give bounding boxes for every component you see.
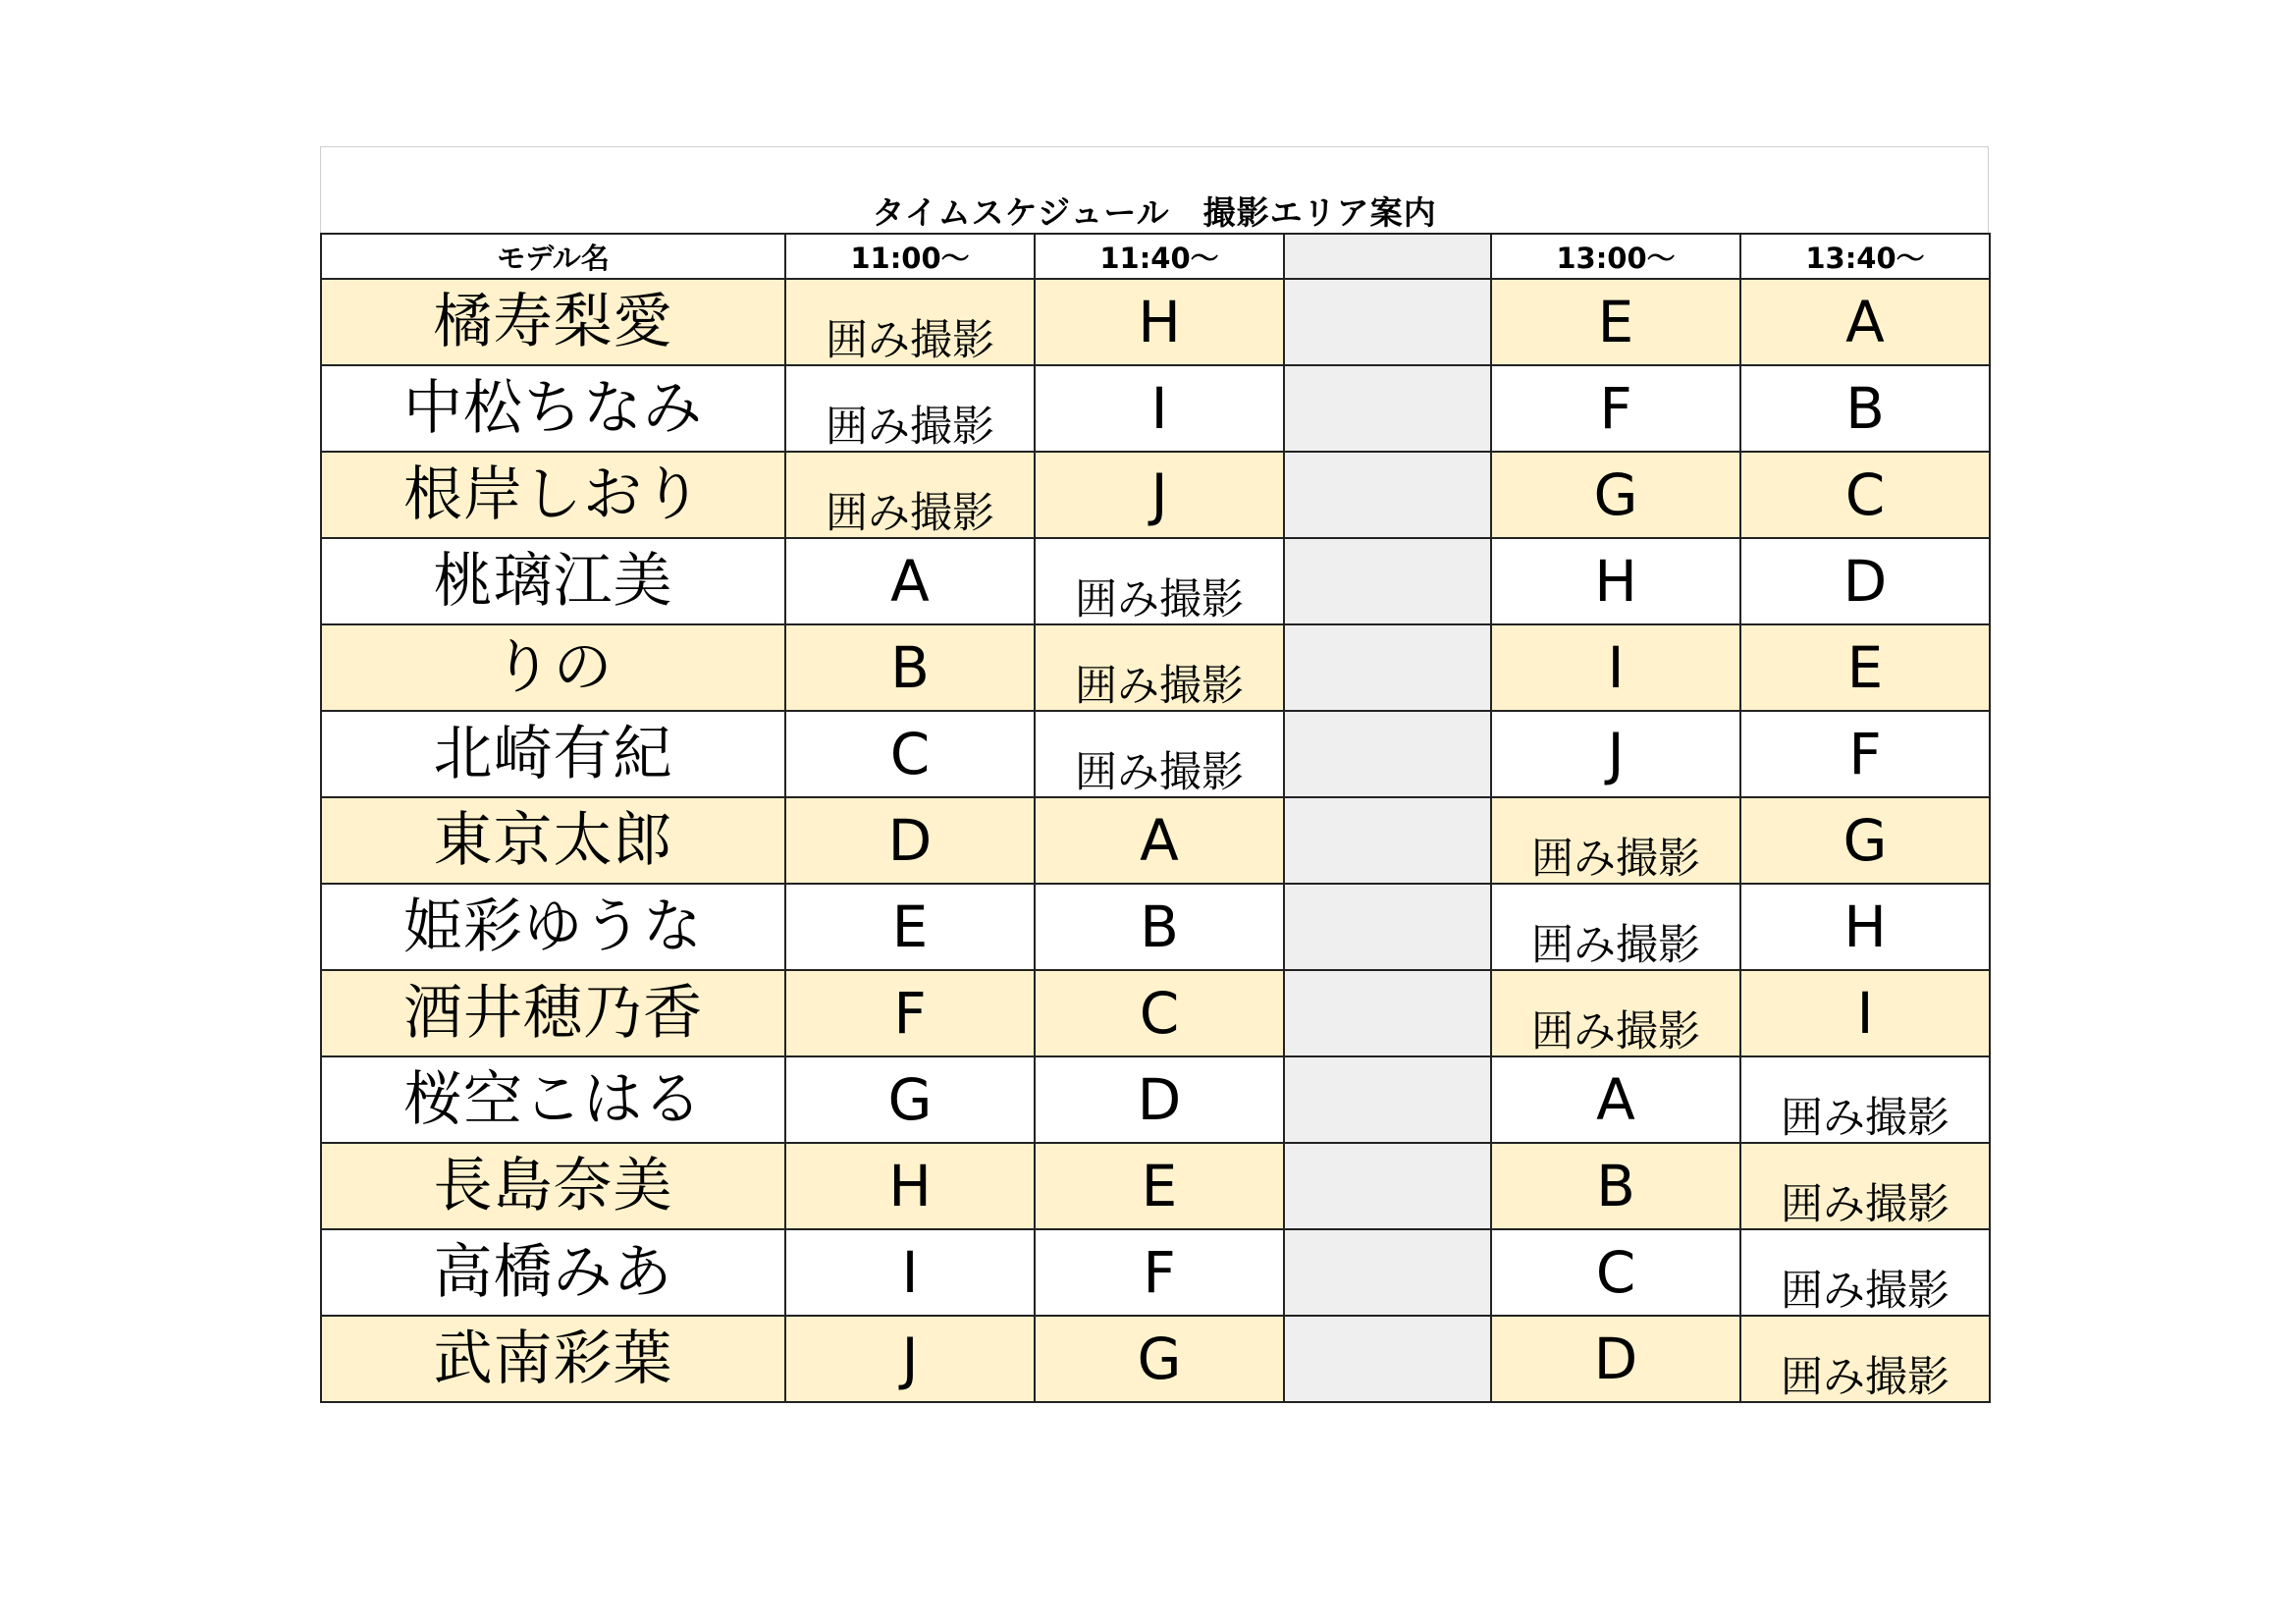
header-break — [1284, 234, 1491, 279]
break-cell — [1284, 452, 1491, 538]
break-cell — [1284, 538, 1491, 624]
model-name-cell: 酒井穂乃香 — [321, 970, 785, 1056]
break-cell — [1284, 1229, 1491, 1316]
slot-1300-cell: F — [1491, 365, 1740, 452]
slot-1140-cell: 囲み撮影 — [1035, 711, 1284, 797]
slot-1340-cell: B — [1740, 365, 1990, 452]
slot-1140-cell: 囲み撮影 — [1035, 538, 1284, 624]
slot-1140-cell: F — [1035, 1229, 1284, 1316]
slot-1300-cell: E — [1491, 279, 1740, 365]
table-row — [321, 970, 1990, 1056]
model-name-cell: 姫彩ゆうな — [321, 884, 785, 970]
slot-1300-cell: I — [1491, 624, 1740, 711]
slot-1100-cell: E — [785, 884, 1035, 970]
break-cell — [1284, 711, 1491, 797]
slot-1140-cell: D — [1035, 1056, 1284, 1143]
model-name-cell: 東京太郎 — [321, 797, 785, 884]
model-name-cell: 北崎有紀 — [321, 711, 785, 797]
slot-1300-cell: G — [1491, 452, 1740, 538]
model-name-cell: 根岸しおり — [321, 452, 785, 538]
slot-1100-cell: I — [785, 1229, 1035, 1316]
slot-1140-cell: A — [1035, 797, 1284, 884]
header-slot-1340: 13:40〜 — [1740, 234, 1990, 279]
slot-1100-cell: 囲み撮影 — [785, 452, 1035, 538]
slot-1140-cell: E — [1035, 1143, 1284, 1229]
model-name-cell: 長島奈美 — [321, 1143, 785, 1229]
slot-1100-cell: F — [785, 970, 1035, 1056]
slot-1140-cell: G — [1035, 1316, 1284, 1402]
model-name-cell: 桜空こはる — [321, 1056, 785, 1143]
model-name-cell: 橘寿梨愛 — [321, 279, 785, 365]
header-slot-1100: 11:00〜 — [785, 234, 1035, 279]
slot-1300-cell: A — [1491, 1056, 1740, 1143]
slot-1100-cell: A — [785, 538, 1035, 624]
slot-1100-cell: C — [785, 711, 1035, 797]
break-cell — [1284, 279, 1491, 365]
slot-1340-cell: A — [1740, 279, 1990, 365]
model-name-cell: りの — [321, 624, 785, 711]
break-cell — [1284, 1316, 1491, 1402]
slot-1300-cell: J — [1491, 711, 1740, 797]
slot-1100-cell: G — [785, 1056, 1035, 1143]
slot-1300-cell: 囲み撮影 — [1491, 970, 1740, 1056]
table-row — [321, 1056, 1990, 1143]
slot-1100-cell: B — [785, 624, 1035, 711]
slot-1340-cell: F — [1740, 711, 1990, 797]
table-row — [321, 884, 1990, 970]
break-cell — [1284, 797, 1491, 884]
header-row — [321, 234, 1990, 279]
page-title: タイムスケジュール 撮影エリア案内 — [872, 193, 1437, 232]
slot-1340-cell: 囲み撮影 — [1740, 1143, 1990, 1229]
table-row — [321, 365, 1990, 452]
model-name-cell: 高橋みあ — [321, 1229, 785, 1316]
slot-1140-cell: H — [1035, 279, 1284, 365]
schedule-sheet — [320, 146, 1989, 1403]
header-model-name: モデル名 — [321, 234, 785, 279]
slot-1100-cell: D — [785, 797, 1035, 884]
slot-1300-cell: D — [1491, 1316, 1740, 1402]
slot-1340-cell: 囲み撮影 — [1740, 1229, 1990, 1316]
slot-1100-cell: 囲み撮影 — [785, 279, 1035, 365]
table-row — [321, 1143, 1990, 1229]
slot-1300-cell: B — [1491, 1143, 1740, 1229]
slot-1340-cell: I — [1740, 970, 1990, 1056]
slot-1140-cell: C — [1035, 970, 1284, 1056]
slot-1340-cell: C — [1740, 452, 1990, 538]
table-row — [321, 711, 1990, 797]
slot-1300-cell: 囲み撮影 — [1491, 797, 1740, 884]
slot-1340-cell: G — [1740, 797, 1990, 884]
slot-1100-cell: H — [785, 1143, 1035, 1229]
schedule-table — [320, 233, 1991, 1403]
table-row — [321, 624, 1990, 711]
header-slot-1300: 13:00〜 — [1491, 234, 1740, 279]
break-cell — [1284, 365, 1491, 452]
table-row — [321, 538, 1990, 624]
slot-1140-cell: 囲み撮影 — [1035, 624, 1284, 711]
slot-1340-cell: D — [1740, 538, 1990, 624]
slot-1100-cell: 囲み撮影 — [785, 365, 1035, 452]
header-slot-1140: 11:40〜 — [1035, 234, 1284, 279]
slot-1300-cell: H — [1491, 538, 1740, 624]
break-cell — [1284, 1143, 1491, 1229]
table-row — [321, 1229, 1990, 1316]
slot-1100-cell: J — [785, 1316, 1035, 1402]
slot-1340-cell: E — [1740, 624, 1990, 711]
slot-1340-cell: 囲み撮影 — [1740, 1316, 1990, 1402]
slot-1140-cell: B — [1035, 884, 1284, 970]
model-name-cell: 桃璃江美 — [321, 538, 785, 624]
slot-1340-cell: H — [1740, 884, 1990, 970]
table-row — [321, 452, 1990, 538]
break-cell — [1284, 884, 1491, 970]
slot-1300-cell: C — [1491, 1229, 1740, 1316]
model-name-cell: 中松ちなみ — [321, 365, 785, 452]
table-row — [321, 1316, 1990, 1402]
slot-1140-cell: J — [1035, 452, 1284, 538]
break-cell — [1284, 1056, 1491, 1143]
table-row — [321, 279, 1990, 365]
schedule-body — [321, 279, 1990, 1402]
slot-1340-cell: 囲み撮影 — [1740, 1056, 1990, 1143]
model-name-cell: 武南彩葉 — [321, 1316, 785, 1402]
table-row — [321, 797, 1990, 884]
title-row — [320, 146, 1989, 233]
slot-1140-cell: I — [1035, 365, 1284, 452]
break-cell — [1284, 624, 1491, 711]
slot-1300-cell: 囲み撮影 — [1491, 884, 1740, 970]
break-cell — [1284, 970, 1491, 1056]
